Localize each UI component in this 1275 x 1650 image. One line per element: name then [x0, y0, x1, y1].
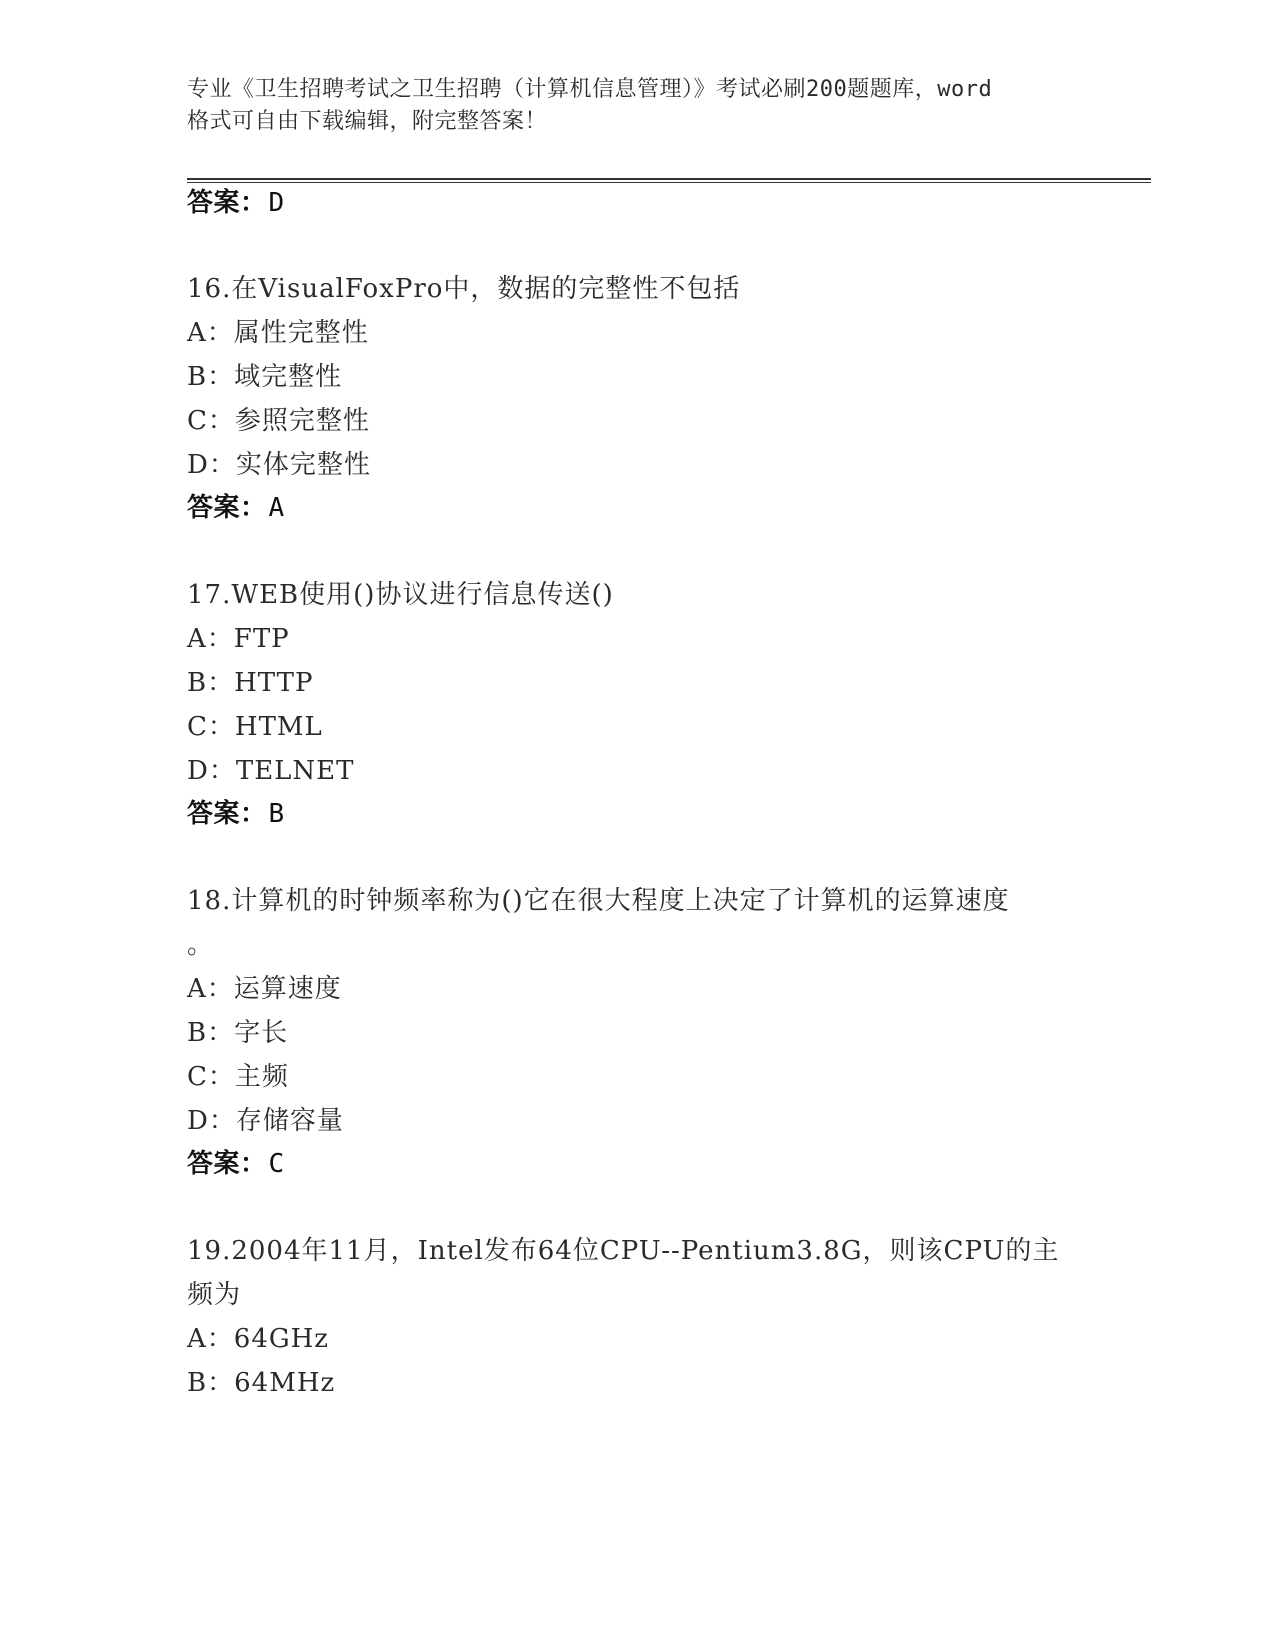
question-16-stem: 16.在VisualFoxPro中，数据的完整性不包括 [187, 274, 741, 304]
question-17-option-b: B：HTTP [187, 668, 314, 698]
question-16-answer [187, 491, 285, 525]
question-17-answer [187, 797, 285, 831]
answer-label: 答案： [187, 799, 267, 829]
page-header [187, 74, 1087, 138]
answer-label: 答案： [187, 188, 267, 218]
header-line-1: 专业《卫生招聘考试之卫生招聘（计算机信息管理）》考试必刷200题题库，word [187, 77, 993, 102]
answer-label: 答案： [187, 493, 267, 523]
question-18-option-d: D：存储容量 [187, 1106, 344, 1136]
question-17-stem: 17.WEB使用()协议进行信息传送() [187, 580, 614, 610]
question-17-option-a: A：FTP [187, 624, 290, 654]
answer-value: B [268, 799, 285, 829]
header-line-2: 格式可自由下载编辑，附完整答案！ [187, 109, 548, 134]
answer-value: C [268, 1149, 285, 1179]
question-18-option-c: C：主频 [187, 1062, 289, 1092]
question-19-option-a: A：64GHz [187, 1324, 330, 1354]
answer-label: 答案： [187, 1149, 267, 1179]
question-16-option-b: B：域完整性 [187, 362, 343, 392]
question-19-stem: 19.2004年11月，Intel发布64位CPU--Pentium3.8G，则该CPU的主 [187, 1236, 1060, 1266]
question-16-option-c: C：参照完整性 [187, 406, 370, 436]
answer-value: D [268, 188, 285, 218]
question-18-option-b: B：字长 [187, 1018, 289, 1048]
question-18-answer [187, 1147, 285, 1181]
question-18-stem: 18.计算机的时钟频率称为()它在很大程度上决定了计算机的运算速度 [187, 886, 1010, 916]
question-19-stem-continued: 频为 [187, 1280, 242, 1310]
answer-prev [187, 186, 285, 220]
question-19-option-b: B：64MHz [187, 1368, 336, 1398]
question-17-option-d: D：TELNET [187, 756, 355, 786]
question-18-option-a: A：运算速度 [187, 974, 342, 1004]
question-16-option-a: A：属性完整性 [187, 318, 369, 348]
answer-value: A [268, 493, 285, 523]
question-18-stem-continued: 。 [187, 930, 215, 960]
question-17-option-c: C：HTML [187, 712, 323, 742]
question-16-option-d: D：实体完整性 [187, 450, 371, 480]
header-divider [187, 178, 1151, 183]
